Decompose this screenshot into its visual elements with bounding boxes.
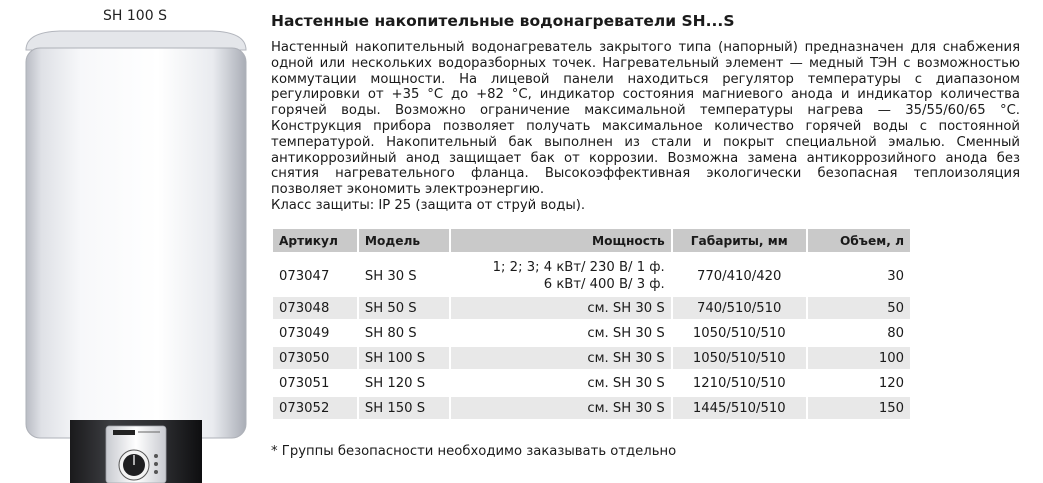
cell-volume: 100	[808, 347, 910, 369]
specs-table	[271, 229, 912, 419]
cell-dimensions: 1050/510/510	[673, 347, 806, 369]
cell-model: SH 30 S	[359, 255, 449, 297]
table-row	[273, 255, 910, 297]
cell-power: см. SH 30 S	[451, 372, 671, 394]
product-caption: SH 100 S	[103, 8, 167, 24]
cell-model: SH 150 S	[359, 397, 449, 419]
header-volume: Объем, л	[808, 229, 910, 252]
table-row	[273, 372, 910, 394]
table-header-row	[273, 229, 910, 252]
cell-article: 073051	[273, 372, 357, 394]
product-image-panel	[0, 0, 270, 483]
cell-dimensions: 1210/510/510	[673, 372, 806, 394]
cell-article: 073050	[273, 347, 357, 369]
cell-power: см. SH 30 S	[451, 297, 671, 319]
header-model: Модель	[359, 229, 449, 252]
power-line-2: 6 кВт/ 400 В/ 3 ф.	[543, 277, 665, 292]
table-row	[273, 347, 910, 369]
cell-model: SH 80 S	[359, 322, 449, 344]
header-dimensions: Габариты, мм	[673, 229, 806, 252]
table-row	[273, 297, 910, 319]
cell-volume: 80	[808, 322, 910, 344]
cell-power: см. SH 30 S	[451, 347, 671, 369]
header-power: Мощность	[451, 229, 671, 252]
cell-model: SH 100 S	[359, 347, 449, 369]
cell-volume: 50	[808, 297, 910, 319]
cell-volume: 30	[808, 255, 910, 297]
table-row	[273, 397, 910, 419]
protection-class: Класс защиты: IP 25 (защита от струй воды).	[271, 198, 586, 213]
cell-volume: 150	[808, 397, 910, 419]
water-heater-image	[20, 28, 252, 483]
cell-article: 073047	[273, 255, 357, 297]
footnote: * Группы безопасности необходимо заказывать отдельно	[271, 444, 677, 459]
cell-dimensions: 1050/510/510	[673, 322, 806, 344]
cell-dimensions: 1445/510/510	[673, 397, 806, 419]
cell-power: см. SH 30 S	[451, 397, 671, 419]
cell-article: 073052	[273, 397, 357, 419]
cell-dimensions: 740/510/510	[673, 297, 806, 319]
cell-volume: 120	[808, 372, 910, 394]
page-title: Настенные накопительные водонагреватели SH...S	[271, 12, 735, 30]
cell-article: 073048	[273, 297, 357, 319]
table-row	[273, 322, 910, 344]
cell-article: 073049	[273, 322, 357, 344]
cell-model: SH 50 S	[359, 297, 449, 319]
cell-power	[451, 255, 671, 297]
cell-power: см. SH 30 S	[451, 322, 671, 344]
description-paragraph: Настенный накопительный водонагреватель закрытого типа (напорный) предназначен для снабжения одной или нескольких водоразборных точек. Нагревательный элемент — медный ТЭН с возможностью коммутации мощности. На лицевой панели находиться регулятор температуры с диапазоном регулировки от +35 °С до +82 °С, индикатор состояния магниевого анода и индикатор количества горячей воды. Возможно ограничение максимальной температуры нагрева — 35/55/60/65 °С. Конструкция прибора позволяет получать максимальное количество горячей воды с постоянной температурой. Накопительный бак выполнен из стали и покрыт специальной эмалью. Сменный антикоррозийный анод защищает бак от коррозии. Возможна замена антикоррозийного анода без снятия нагревательного фланца. Высокоэффективная экологически безопасная теплоизоляция позволяет экономить электроэнергию.	[271, 40, 1020, 198]
cell-model: SH 120 S	[359, 372, 449, 394]
header-article: Артикул	[273, 229, 357, 252]
cell-dimensions: 770/410/420	[673, 255, 806, 297]
power-line-1: 1; 2; 3; 4 кВт/ 230 В/ 1 ф.	[492, 260, 665, 275]
